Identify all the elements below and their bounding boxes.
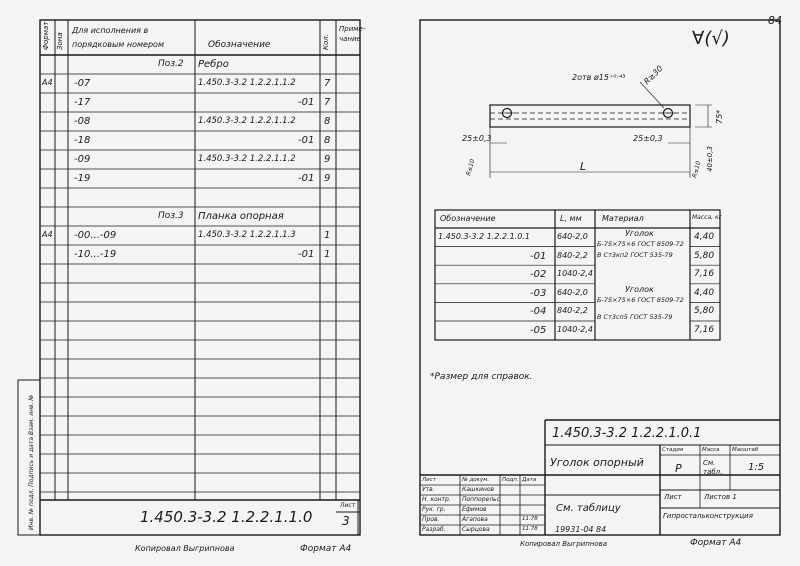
row-designation: Ребро [198, 59, 229, 70]
table-header-material: Материал [602, 214, 644, 223]
row-execution: -08 [74, 116, 91, 127]
table-header-mass: Масса, кг [692, 214, 722, 221]
row-position: Поз.3 [158, 211, 184, 221]
table-row-mass: 7,16 [694, 325, 715, 335]
sheet-label: Лист [664, 493, 682, 501]
footnote: *Размер для справок. [430, 372, 533, 382]
row-quantity: 9 [324, 173, 331, 184]
table-row-length: 640-2,0 [557, 232, 588, 241]
angle-drawing [490, 82, 712, 178]
signature-name: Ефимов [462, 506, 487, 513]
table-row-mass: 4,40 [694, 287, 715, 298]
dim-left: 25±0,3 [462, 134, 492, 143]
scale-label: Масштаб [732, 447, 759, 453]
title-block-code: 1.450.3-3.2 1.2.2.1.0.1 [552, 426, 702, 441]
signature-name: Кашкинов [462, 486, 495, 493]
header-qty: Кол. [322, 34, 330, 50]
row-execution: -09 [74, 154, 91, 165]
row-quantity: 9 [324, 154, 331, 165]
row-quantity: 8 [324, 116, 331, 127]
table-header-length: L, мм [560, 214, 582, 223]
header-format: Формат [42, 21, 50, 50]
signature-role: Утв. [422, 486, 435, 493]
stage-value: Р [675, 462, 682, 475]
organization: Гипростальконструкция [663, 512, 753, 520]
page-number: 84 [768, 14, 782, 27]
row-designation: 1.450.3-3.2 1.2.2.1.1.2 [198, 116, 296, 126]
table-row-length: 840-2,2 [557, 250, 588, 260]
row-designation: -01 [298, 249, 315, 260]
right-format-label: Формат А4 [690, 538, 742, 548]
material-2-line2: В Ст3сп5 ГОСТ 535-79 [597, 313, 673, 321]
signature-name: Сырцова [462, 526, 490, 533]
table-row-designation: -04 [530, 306, 547, 318]
header-designation: Обозначение [208, 40, 271, 50]
signature-role: Рук. гр. [422, 506, 446, 513]
table-row-designation: -03 [530, 287, 547, 299]
material-note: См. таблицу [556, 503, 621, 514]
table-row-designation: -05 [530, 325, 547, 336]
table-row-mass: 4,40 [694, 232, 715, 242]
signature-role: Пров. [422, 516, 440, 523]
sheets-label: Листов 1 [704, 493, 737, 501]
dim-height: 75* [715, 109, 724, 124]
dim-hole-y: 40±0,3 [706, 146, 714, 172]
row-execution: -19 [74, 173, 91, 184]
left-sheet-label: Лист [340, 502, 356, 509]
table-row-length: 640-2,0 [557, 287, 588, 297]
header-zone: Зона [56, 32, 64, 50]
radius-note: R≥30 [642, 64, 665, 87]
material-1-line2: В Ст3кп2 ГОСТ 535-79 [597, 251, 673, 259]
row-designation: Планка опорная [198, 211, 284, 222]
row-format: А4 [42, 230, 53, 239]
table-header-designation: Обозначение [440, 214, 496, 223]
table-row-designation: -02 [530, 269, 547, 281]
row-position: Поз.2 [158, 59, 184, 69]
side-labels: Инв. № подл. Подпись и дата Взам. инв. № [28, 394, 35, 530]
row-execution: -17 [74, 97, 91, 108]
row-execution: -10...-19 [74, 249, 117, 260]
row-designation: 1.450.3-3.2 1.2.2.1.1.3 [198, 230, 296, 240]
row-designation: 1.450.3-3.2 1.2.2.1.1.2 [198, 78, 296, 88]
left-sheet-number: 3 [342, 514, 350, 528]
row-designation: -01 [298, 97, 315, 108]
right-copied: Копировал Выгрипнова [520, 540, 608, 548]
row-execution: -07 [74, 78, 91, 89]
roughness-symbol: ∀(√) [692, 28, 730, 49]
radius-small: R≤10 [465, 158, 477, 177]
table-row-mass: 5,80 [694, 306, 715, 317]
dim-length: L [580, 160, 587, 173]
mass-value: См. табл. [703, 459, 723, 476]
left-format-label: Формат А4 [300, 544, 352, 554]
row-quantity: 1 [324, 230, 331, 241]
title-block-name: Уголок опорный [550, 456, 644, 469]
table-row-designation: 1.450.3-3.2 1.2.2.1.0.1 [438, 232, 530, 241]
row-quantity: 7 [324, 78, 331, 89]
row-designation: 1.450.3-3.2 1.2.2.1.1.2 [198, 154, 296, 164]
row-quantity: 8 [324, 135, 331, 146]
signature-date: 11.78 [522, 526, 538, 532]
left-stamp-code: 1.450.3-3.2 1.2.2.1.1.0 [140, 508, 313, 526]
table-row-length: 1040-2,4 [557, 269, 593, 279]
material-1-line1: Б-75×75×6 ГОСТ 8509-72 [597, 240, 684, 248]
table-row-mass: 7,16 [694, 269, 715, 280]
table-row-length: 840-2,2 [557, 306, 588, 316]
row-quantity: 1 [324, 249, 331, 260]
holes-note: 2отв ø15⁺⁰·⁴³ [572, 73, 626, 82]
dim-right: 25±0,3 [633, 134, 663, 143]
table-row-designation: -01 [530, 250, 547, 262]
bottom-code: 19931-04 84 [555, 525, 607, 534]
scale-value: 1:5 [748, 462, 765, 473]
row-execution: -00...-09 [74, 230, 117, 241]
row-format: А4 [42, 78, 53, 87]
material-2-title: Уголок [625, 285, 654, 294]
row-designation: -01 [298, 135, 315, 146]
header-execution: Для исполнения в порядковым номером [72, 26, 164, 49]
row-execution: -18 [74, 135, 91, 146]
stage-label: Стадия [662, 447, 684, 453]
radius-small-2: R≤10 [691, 160, 703, 179]
row-designation: -01 [298, 173, 315, 184]
mass-label: Масса [702, 447, 720, 453]
table-row-length: 1040-2,4 [557, 325, 593, 334]
signature-name: Поппорельс [462, 496, 500, 503]
header-note: Приме-чание [339, 25, 366, 43]
row-quantity: 7 [324, 97, 331, 108]
left-copied: Копировал Выгрипнова [135, 544, 235, 553]
signature-date: 11.78 [522, 516, 538, 522]
signature-name: Агапова [462, 516, 488, 523]
signature-role: Разраб. [422, 526, 446, 533]
material-1-title: Уголок [625, 229, 654, 238]
signature-col-header: Подп. [502, 477, 519, 483]
signature-role: Н. контр. [422, 496, 451, 503]
signature-col-header: Лист [422, 477, 436, 483]
signature-col-header: Дата [522, 477, 537, 483]
table-row-mass: 5,80 [694, 250, 715, 261]
material-2-line1: Б-75×75×6 ГОСТ 8509-72 [597, 296, 684, 304]
signature-col-header: № докум. [462, 477, 490, 483]
